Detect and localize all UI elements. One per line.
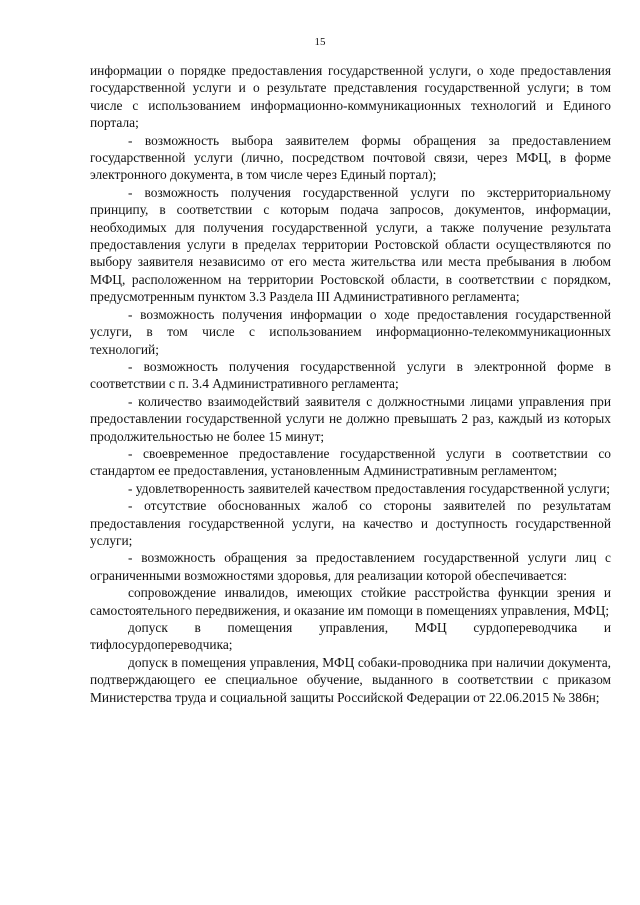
paragraph-no-complaints: - отсутствие обоснованных жалоб со стороны заявителей по результатам предоставления государственной услуги, на качество и доступность государственной услуги; — [90, 498, 611, 548]
paragraph-interactions-count: - количество взаимодействий заявителя с должностными лицами управления при предоставлении государственной услуги не должно превышать 2 раз, каждый из которых продолжительностью не более 15 минут; — [90, 393, 611, 444]
paragraph-timely-provision: - своевременное предоставление государственной услуги в соответствии со стандартом ее предоставления, установленным Административным регламентом; — [90, 445, 611, 479]
page-number: 15 — [314, 36, 326, 48]
paragraph-escort: сопровождение инвалидов, имеющих стойкие расстройства функции зрения и самостоятельного передвижения, и оказание им помощи в помещениях управления, МФЦ; — [90, 585, 611, 618]
paragraph-form-choice: - возможность выбора заявителем формы обращения за предоставлением государственной услуги (лично, посредством почтовой связи, через МФЦ, в форме электронного документа, в том числе через Единый портал); — [90, 132, 611, 183]
paragraph-continuation: информации о порядке предоставления государственной услуги, о ходе предоставления государственной услуги и о результате представления государственной услуги; в том числе с использованием информационно-коммуникационных технологий и Единого портала; — [90, 63, 611, 131]
paragraph-satisfaction: - удовлетворенность заявителей качеством предоставления государственной услуги; — [128, 480, 610, 496]
paragraph-extraterritorial: - возможность получения государственной услуги по экстерриториальному принципу, в соответствии с которым подача запросов, документов, информации, необходимых для получения государственной услуги, а также получение результата предоставления услуги в пределах территории Ростовской области осуществляются по выбору заявителя независимо от его места жительства или места пребывания в любом МФЦ, расположенном на территории Ростовской области, в соответствии с порядком, предусмотренным пунктом 3.3 Раздела III Административного регламента; — [90, 184, 611, 305]
paragraph-guide-dog: допуск в помещения управления, МФЦ собаки-проводника при наличии документа, подтверждающего ее специальное обучение, выданного в соответствии с приказом Министерства труда и социальной защиты Российской Федерации от 22.06.2015 № 386н; — [90, 654, 611, 705]
paragraph-progress-info: - возможность получения информации о ходе предоставления государственной услуги, в том числе с использованием информационно-телекоммуникационных технологий; — [90, 306, 611, 357]
document-body — [90, 62, 611, 706]
paragraph-interpreter: допуск в помещения управления, МФЦ сурдопереводчика и тифлосурдопереводчика; — [90, 620, 611, 653]
paragraph-disabilities-access: - возможность обращения за предоставлением государственной услуги лиц с ограниченными возможностями здоровья, для реализации которой обеспечивается: — [90, 550, 611, 583]
paragraph-electronic-form: - возможность получения государственной услуги в электронной форме в соответствии с п. 3.4 Административного регламента; — [90, 358, 611, 392]
